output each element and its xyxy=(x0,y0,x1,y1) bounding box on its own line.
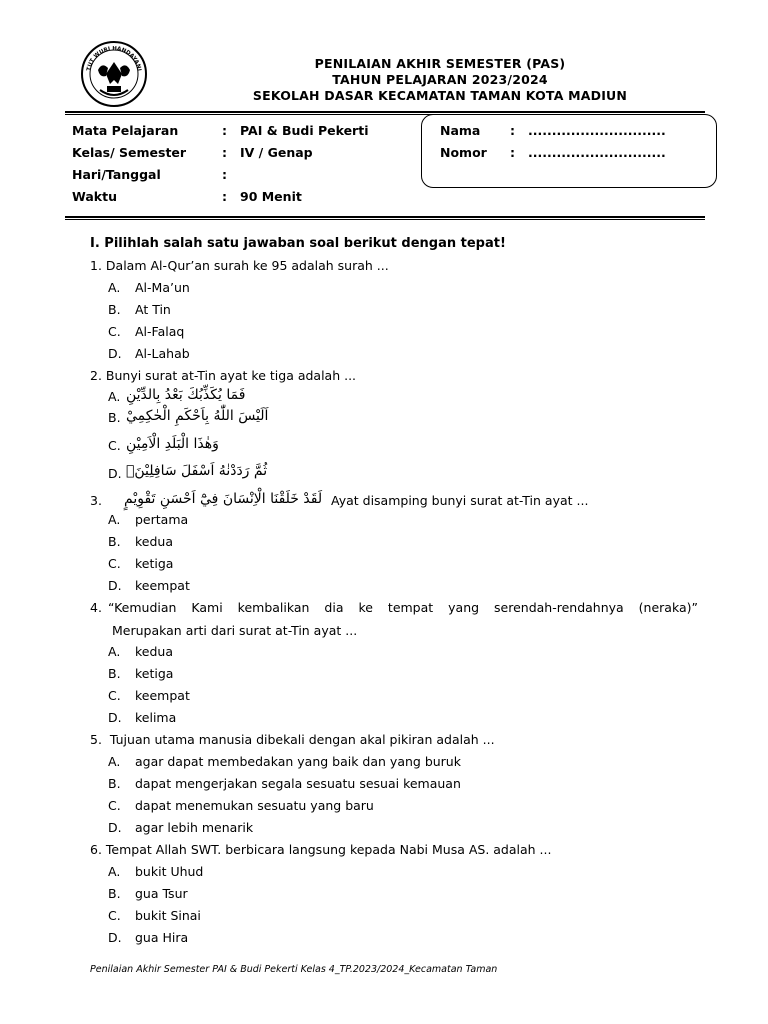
question-number: 2. xyxy=(90,368,102,383)
option-letter: A. xyxy=(108,644,121,659)
option-letter: C. xyxy=(108,556,121,571)
question-text: Tujuan utama manusia dibekali dengan akal pikiran adalah ... xyxy=(109,732,495,747)
question-text: Dalam Al-Qur’an surah ke 95 adalah surah ... xyxy=(105,258,389,273)
option-letter: A. xyxy=(108,389,121,404)
question-4-text: “Kemudian Kami kembalikan dia ke tempat yang serendah-rendahnya (neraka)” xyxy=(108,600,698,615)
option-letter: B. xyxy=(108,410,121,425)
date-label: Hari/Tanggal xyxy=(72,167,161,182)
option-text[interactable]: kedua xyxy=(135,644,174,659)
logo-text: TUT WURI HANDAYANI xyxy=(86,45,142,72)
option-letter: A. xyxy=(108,754,121,769)
header-divider xyxy=(65,111,705,113)
option-letter: A. xyxy=(108,864,121,879)
subject-value: PAI & Budi Pekerti xyxy=(240,123,369,138)
logo-emblem-icon xyxy=(80,40,148,108)
option-letter: D. xyxy=(108,578,122,593)
option-letter: D. xyxy=(108,820,122,835)
page-footer: Penilaian Akhir Semester PAI & Budi Pekerti Kelas 4_TP.2023/2024_Kecamatan Taman xyxy=(90,964,498,975)
option-arabic-text[interactable]: ثُمَّ رَدَدْنٰهُ اَسْفَلَ سَافِلِيْنَۙ xyxy=(126,463,268,479)
option-letter: D. xyxy=(108,466,122,481)
number-label: Nomor xyxy=(440,145,487,160)
option-letter: B. xyxy=(108,302,121,317)
header-year: TAHUN PELAJARAN 2023/2024 xyxy=(332,72,548,87)
option-text[interactable]: agar lebih menarik xyxy=(135,820,254,835)
option-arabic-text[interactable]: اَلَيْسَ اللّٰهُ بِاَحْكَمِ الْحٰكِمِيْ xyxy=(126,408,269,424)
option-text[interactable]: agar dapat membedakan yang baik dan yang buruk xyxy=(135,754,461,769)
option-text[interactable]: Al-Ma’un xyxy=(135,280,190,295)
header-title: PENILAIAN AKHIR SEMESTER (PAS) xyxy=(314,56,566,71)
option-letter: B. xyxy=(108,776,121,791)
colon: : xyxy=(222,167,227,182)
number-row xyxy=(440,145,666,160)
option-text[interactable]: bukit Sinai xyxy=(135,908,201,923)
question-3 xyxy=(90,493,102,509)
question-1 xyxy=(90,258,389,274)
question-text: Tempat Allah SWT. berbicara langsung kepada Nabi Musa AS. adalah ... xyxy=(105,842,552,857)
option-text[interactable]: dapat mengerjakan segala sesuatu sesuai kemauan xyxy=(135,776,461,791)
page-header xyxy=(220,56,660,104)
option-text[interactable]: kelima xyxy=(135,710,177,725)
option-arabic-text[interactable]: فَمَا يُكَذِّبُكَ بَعْدُ بِالدِّيْنِ xyxy=(126,387,246,403)
tut-wuri-handayani-logo xyxy=(80,40,148,108)
option-text[interactable]: gua Tsur xyxy=(135,886,188,901)
colon: : xyxy=(222,123,227,138)
colon: : xyxy=(222,145,227,160)
option-letter: D. xyxy=(108,346,122,361)
name-row xyxy=(440,123,666,138)
number-field[interactable]: ............................. xyxy=(528,145,666,160)
option-text[interactable]: dapat menemukan sesuatu yang baru xyxy=(135,798,374,813)
colon: : xyxy=(222,189,227,204)
option-letter: A. xyxy=(108,512,121,527)
option-letter: C. xyxy=(108,688,121,703)
option-text[interactable]: pertama xyxy=(135,512,189,527)
option-letter: D. xyxy=(108,930,122,945)
time-value: 90 Menit xyxy=(240,189,302,204)
class-value: IV / Genap xyxy=(240,145,313,160)
section-title: I. Pilihlah salah satu jawaban soal berikut dengan tepat! xyxy=(90,236,506,251)
option-letter: B. xyxy=(108,666,121,681)
option-letter: D. xyxy=(108,710,122,725)
option-text[interactable]: gua Hira xyxy=(135,930,189,945)
name-field[interactable]: ............................. xyxy=(528,123,666,138)
option-text[interactable]: Al-Falaq xyxy=(135,324,185,339)
name-label: Nama xyxy=(440,123,481,138)
option-text[interactable]: keempat xyxy=(135,578,190,593)
option-text[interactable]: ketiga xyxy=(135,556,174,571)
option-letter: C. xyxy=(108,438,121,453)
option-text[interactable]: kedua xyxy=(135,534,174,549)
question-6 xyxy=(90,842,551,858)
question-number: 1. xyxy=(90,258,102,273)
option-arabic-text[interactable]: وَهٰذَا الْبَلَدِ الْاَمِيْنِ xyxy=(126,436,219,452)
student-identity-box xyxy=(421,114,717,188)
info-divider-thin xyxy=(65,219,705,220)
option-letter: C. xyxy=(108,324,121,339)
option-text[interactable]: keempat xyxy=(135,688,190,703)
colon: : xyxy=(510,145,515,160)
exam-info xyxy=(72,120,412,210)
time-label: Waktu xyxy=(72,189,117,204)
class-label: Kelas/ Semester xyxy=(72,145,187,160)
question-4-text-cont: Merupakan arti dari surat at-Tin ayat ... xyxy=(112,623,358,638)
option-text[interactable]: Al-Lahab xyxy=(135,346,190,361)
question-number: 4. xyxy=(90,600,102,615)
option-letter: B. xyxy=(108,534,121,549)
option-letter: C. xyxy=(108,798,121,813)
option-text[interactable]: ketiga xyxy=(135,666,174,681)
question-number: 6. xyxy=(90,842,102,857)
question-text: Ayat disamping bunyi surat at-Tin ayat ... xyxy=(331,493,589,508)
option-letter: C. xyxy=(108,908,121,923)
question-arabic-text: لَقَدْ خَلَقْنَا الْاِنْسَانَ فِيْٓ اَحْسَنِ تَقْوِيْمٍ xyxy=(124,491,323,507)
header-school: SEKOLAH DASAR KECAMATAN TAMAN KOTA MADIUN xyxy=(252,88,628,103)
option-text[interactable]: bukit Uhud xyxy=(135,864,204,879)
colon: : xyxy=(510,123,515,138)
question-text: Bunyi surat at-Tin ayat ke tiga adalah ... xyxy=(105,368,357,383)
question-number: 5. xyxy=(90,732,102,747)
option-text[interactable]: At Tin xyxy=(135,302,171,317)
question-5 xyxy=(90,732,495,748)
option-letter: B. xyxy=(108,886,121,901)
subject-label: Mata Pelajaran xyxy=(72,123,179,138)
question-number: 3. xyxy=(90,493,102,508)
info-divider xyxy=(65,216,705,218)
question-2 xyxy=(90,368,356,384)
option-letter: A. xyxy=(108,280,121,295)
